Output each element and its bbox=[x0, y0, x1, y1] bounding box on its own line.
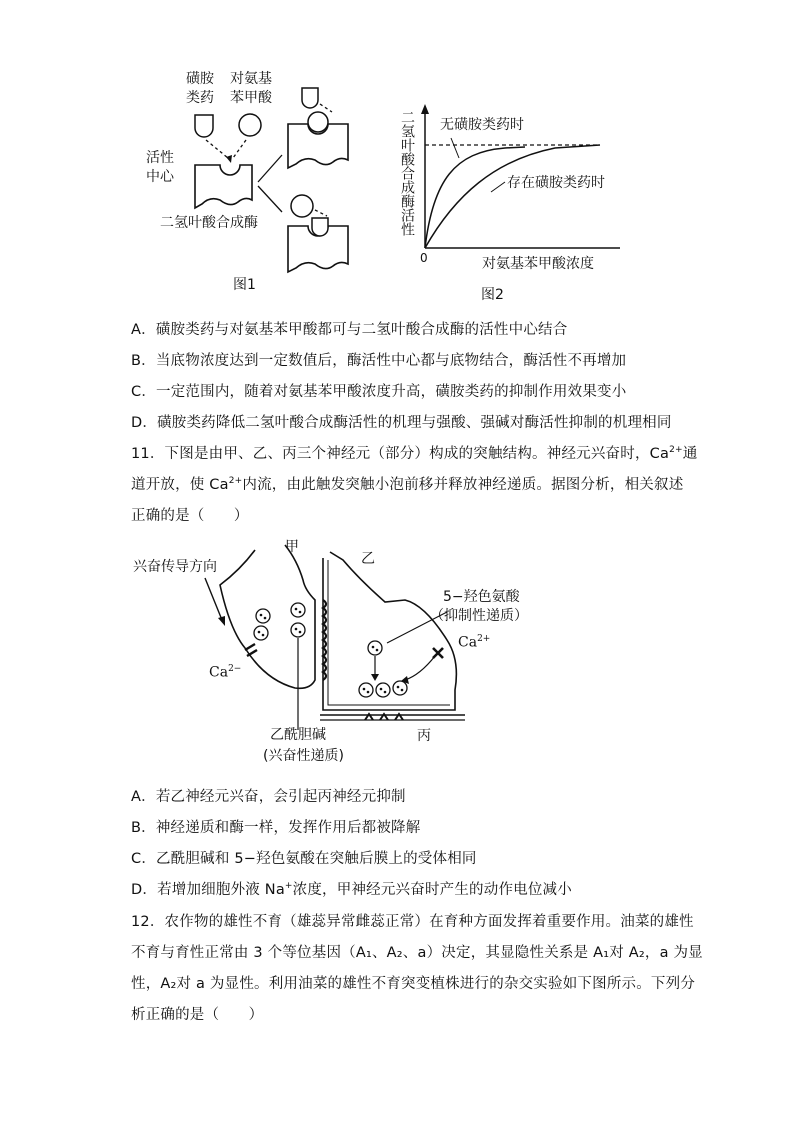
label-active-site-line1: 活性 bbox=[146, 150, 174, 166]
label-neuron-bing: 丙 bbox=[417, 728, 431, 744]
q11-stem-line-3: 正确的是（ ） bbox=[131, 508, 249, 524]
figure-2-origin: 0 bbox=[420, 251, 428, 265]
curve-with-drug bbox=[425, 145, 600, 248]
figure-2-x-axis-label: 对氨基苯甲酸浓度 bbox=[482, 256, 594, 272]
q12-stem-line-1: 12．农作物的雄性不育（雄蕊异常雌蕊正常）在育种方面发挥着重要作用。油菜的雄性 bbox=[131, 914, 694, 930]
label-active-site-line2: 中心 bbox=[146, 169, 174, 185]
q11-option-d: D．若增加细胞外液 Na+浓度，甲神经元兴奋时产生的动作电位减小 bbox=[131, 881, 572, 898]
label-ca-right: $Ca^{2+}$ bbox=[458, 634, 491, 651]
q11-stem-line-1: 11．下图是由甲、乙、丙三个神经元（部分）构成的突触结构。神经元兴奋时，$Ca^{2+}$通 bbox=[131, 445, 698, 462]
q10-option-d: D．磺胺类药降低二氢叶酸合成酶活性的机理与强酸、强碱对酶活性抑制的机理相同 bbox=[131, 415, 672, 431]
label-drug-line1: 磺胺 bbox=[186, 71, 214, 87]
q10-option-a: A．磺胺类药与对氨基苯甲酸都可与二氢叶酸合成酶的活性中心结合 bbox=[131, 322, 568, 338]
figure-1-caption: 图1 bbox=[233, 277, 256, 293]
q12-stem-line-3: 性，A₂对 a 为显性。利用油菜的雄性不育突变植株进行的杂交实验如下图所示。下列分 bbox=[131, 976, 696, 992]
q12-stem-line-4: 析正确的是（ ） bbox=[131, 1007, 264, 1023]
curve-without-drug-label: 无磺胺类药时 bbox=[440, 117, 524, 133]
q10-option-c: C．一定范围内，随着对氨基苯甲酸浓度升高，磺胺类药的抑制作用效果变小 bbox=[131, 384, 627, 400]
q11-option-b: B．神经递质和酶一样，发挥作用后都被降解 bbox=[131, 820, 421, 836]
q11-option-c: C．乙酰胆碱和 5−羟色氨酸在突触后膜上的受体相同 bbox=[131, 851, 477, 867]
figure-2-y-axis-label: 二氢叶酸合成酶活性 bbox=[399, 110, 415, 236]
label-ach: 乙酰胆碱 bbox=[270, 727, 326, 743]
q12-stem-line-2: 不育与育性正常由 3 个等位基因（A₁、A₂、a）决定，其显隐性关系是 A₁对 A₂，a 为显 bbox=[131, 945, 703, 961]
label-5ht-note: （抑制性递质） bbox=[430, 608, 528, 624]
figure-1 bbox=[140, 60, 380, 300]
label-paba-line2: 苯甲酸 bbox=[230, 90, 272, 106]
figure-2 bbox=[395, 100, 625, 305]
label-direction: 兴奋传导方向 bbox=[133, 559, 217, 575]
synapse-figure bbox=[125, 530, 545, 775]
label-ach-note: (兴奋性递质) bbox=[263, 748, 344, 764]
q10-option-b: B．当底物浓度达到一定数值后，酶活性中心都与底物结合，酶活性不再增加 bbox=[131, 353, 627, 369]
label-5ht: 5−羟色氨酸 bbox=[443, 589, 520, 605]
label-ca-left: $Ca^{2-}$ bbox=[209, 664, 242, 681]
label-enzyme: 二氢叶酸合成酶 bbox=[160, 215, 258, 231]
label-neuron-yi: 乙 bbox=[361, 551, 375, 567]
label-neuron-jia: 甲 bbox=[285, 539, 299, 555]
label-paba-line1: 对氨基 bbox=[230, 71, 272, 87]
curve-with-drug-label: 存在磺胺类药时 bbox=[507, 175, 605, 191]
label-drug-line2: 类药 bbox=[186, 90, 214, 106]
figure-2-caption: 图2 bbox=[481, 287, 504, 303]
q11-option-a: A．若乙神经元兴奋，会引起丙神经元抑制 bbox=[131, 789, 406, 805]
q11-stem-line-2: 道开放，使 $Ca^{2+}$内流，由此触发突触小泡前移并释放神经递质。据图分析，相关叙述 bbox=[131, 476, 684, 493]
